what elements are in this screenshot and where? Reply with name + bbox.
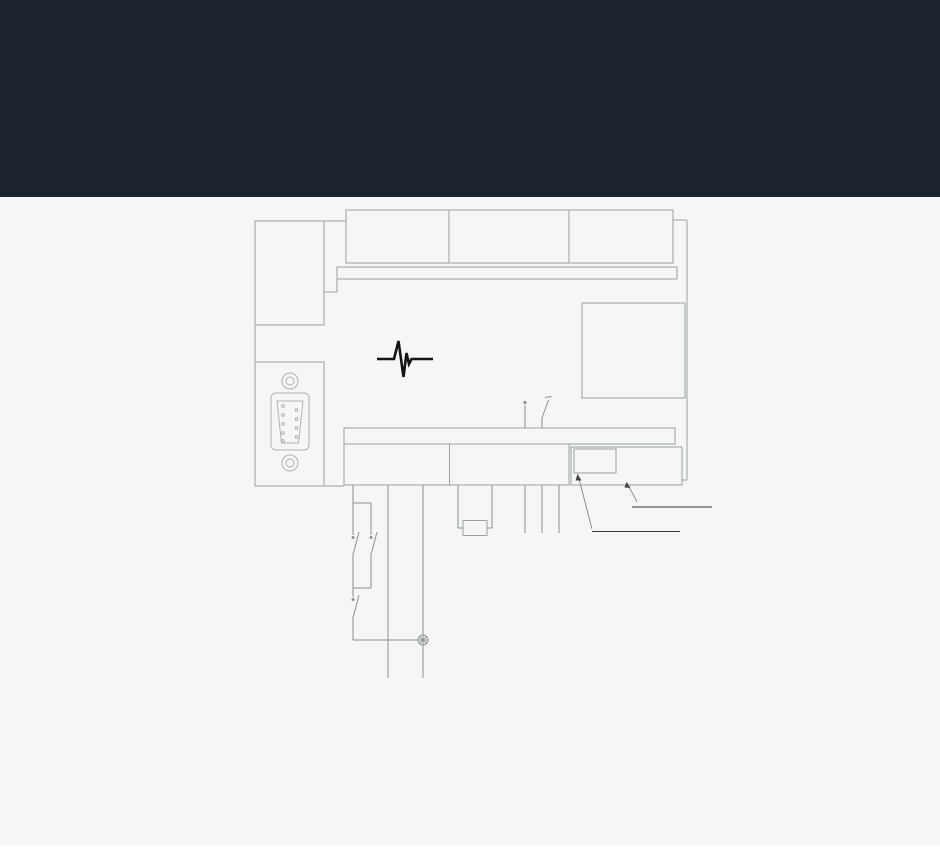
- db9-pins: [282, 405, 298, 443]
- header-banner: [0, 0, 940, 197]
- bottom-terminal-strip: [344, 428, 682, 485]
- km-coil-circuit: [458, 485, 492, 536]
- top-terminal-strip: [346, 210, 673, 263]
- indicator-lamp-icon: [418, 635, 428, 645]
- strip-base-band: [337, 267, 677, 279]
- device-top-right-block: [582, 303, 685, 398]
- callouts: [576, 474, 713, 532]
- wiring-diagram: [0, 197, 940, 705]
- device-outline: [255, 220, 687, 486]
- km-coil-box: [463, 521, 487, 536]
- switch-led-panel: [571, 447, 682, 485]
- terminal-label-strip: [344, 428, 675, 444]
- footer-strip: [0, 845, 940, 853]
- pulse-logo-icon: [377, 341, 433, 377]
- dip-switch-block: [574, 449, 616, 473]
- diagram-section: [0, 197, 940, 845]
- run-output-contact: [523, 397, 551, 429]
- device-top-left-block: [255, 221, 324, 325]
- branding: [377, 341, 433, 377]
- db9-connector: [271, 373, 309, 471]
- control-circuit: [352, 485, 429, 678]
- run-output-wires: [525, 485, 559, 533]
